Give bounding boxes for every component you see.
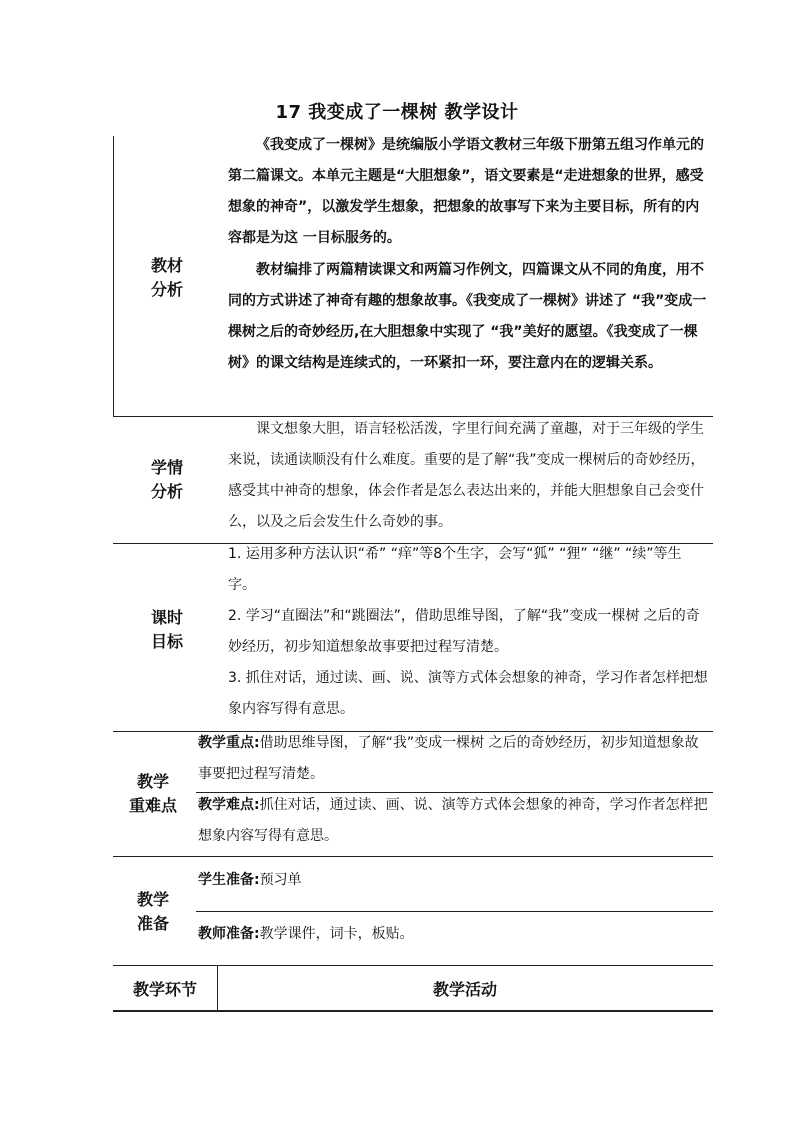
section-label-goals: 课时 目标 bbox=[150, 608, 183, 651]
table-bottom-border bbox=[113, 1010, 713, 1012]
teaching-focus-text: 借助思维导图，了解“我”变成一棵树 之后的奇妙经历，初步知道想象故事要把过程写清楚。 bbox=[198, 735, 699, 782]
student-prep-text: 预习单 bbox=[259, 872, 302, 888]
goal-item-1: 1. 运用多种方法认识“希” “痒”等8个生字，会写“狐” “狸” “继” “续”等生字。 bbox=[228, 546, 682, 593]
teacher-prep-text: 教学课件，词卡，板贴。 bbox=[259, 926, 414, 942]
column-header-activity: 教学活动 bbox=[432, 980, 497, 999]
teaching-focus bbox=[198, 728, 708, 790]
textbook-analysis-p2: 教材编排了两篇精读课文和两篇习作例文，四篇课文从不同的角度，用不同的方式讲述了神奇有趣的想象故事。《我变成了一棵树》讲述了 “我”变成一棵树之后的奇妙经历,在大胆想象中实现了 “我”美好的愿望。《我变成了一棵树》的课文结构是连续式的，一环紧扣一环，要注意内在的逻辑关系。 bbox=[228, 262, 707, 371]
row-divider bbox=[113, 965, 713, 966]
teacher-prep-label: 教师准备: bbox=[198, 926, 260, 942]
section-label-students: 学情 分析 bbox=[150, 458, 183, 501]
section-label-keypoints: 教学 重难点 bbox=[128, 772, 177, 815]
goal-item-2: 2. 学习“直圈法”和“跳圈法”，借助思维导图，了解“我”变成一棵树 之后的奇妙经历，初步知道想象故事要把过程写清楚。 bbox=[228, 608, 700, 655]
row-divider bbox=[196, 911, 713, 912]
student-prep-label: 学生准备: bbox=[198, 872, 260, 888]
teacher-prep bbox=[198, 919, 708, 950]
student-prep bbox=[198, 865, 708, 896]
row-divider bbox=[113, 856, 713, 857]
section-label-prep: 教学 准备 bbox=[136, 890, 169, 933]
goal-item-3: 3. 抓住对话，通过读、画、说、演等方式体会想象的神奇，学习作者怎样把想象内容写得有意思。 bbox=[228, 670, 708, 717]
section-label-textbook: 教材 分析 bbox=[150, 256, 183, 299]
student-analysis-p1: 课文想象大胆，语言轻松活泼，字里行间充满了童趣，对于三年级的学生来说，读通读顺没有什么难度。重要的是了解“我”变成一棵树后的奇妙经历，感受其中神奇的想象，体会作者是怎么表达出来的，并能大胆想象自己会变什么，以及之后会发生什么奇妙的事。 bbox=[228, 421, 705, 530]
textbook-analysis-p1: 《我变成了一棵树》是统编版小学语文教材三年级下册第五组习作单元的第二篇课文。本单元主题是“大胆想象”，语文要素是“走进想象的世界，感受想象的神奇”，以激发学生想象，把想象的故事写下来为主要目标，所有的内容都是为这 一目标服务的。 bbox=[228, 137, 704, 246]
column-header-stage: 教学环节 bbox=[132, 980, 197, 999]
teaching-difficulty-text: 抓住对话，通过读、画、说、演等方式体会想象的神奇，学习作者怎样把想象内容写得有意思。 bbox=[198, 797, 708, 844]
page-title: 17 我变成了一棵树 教学设计 bbox=[275, 102, 519, 123]
teaching-focus-label: 教学重点: bbox=[198, 735, 260, 751]
teaching-difficulty-label: 教学难点: bbox=[198, 797, 260, 813]
teaching-difficulty bbox=[198, 790, 708, 852]
